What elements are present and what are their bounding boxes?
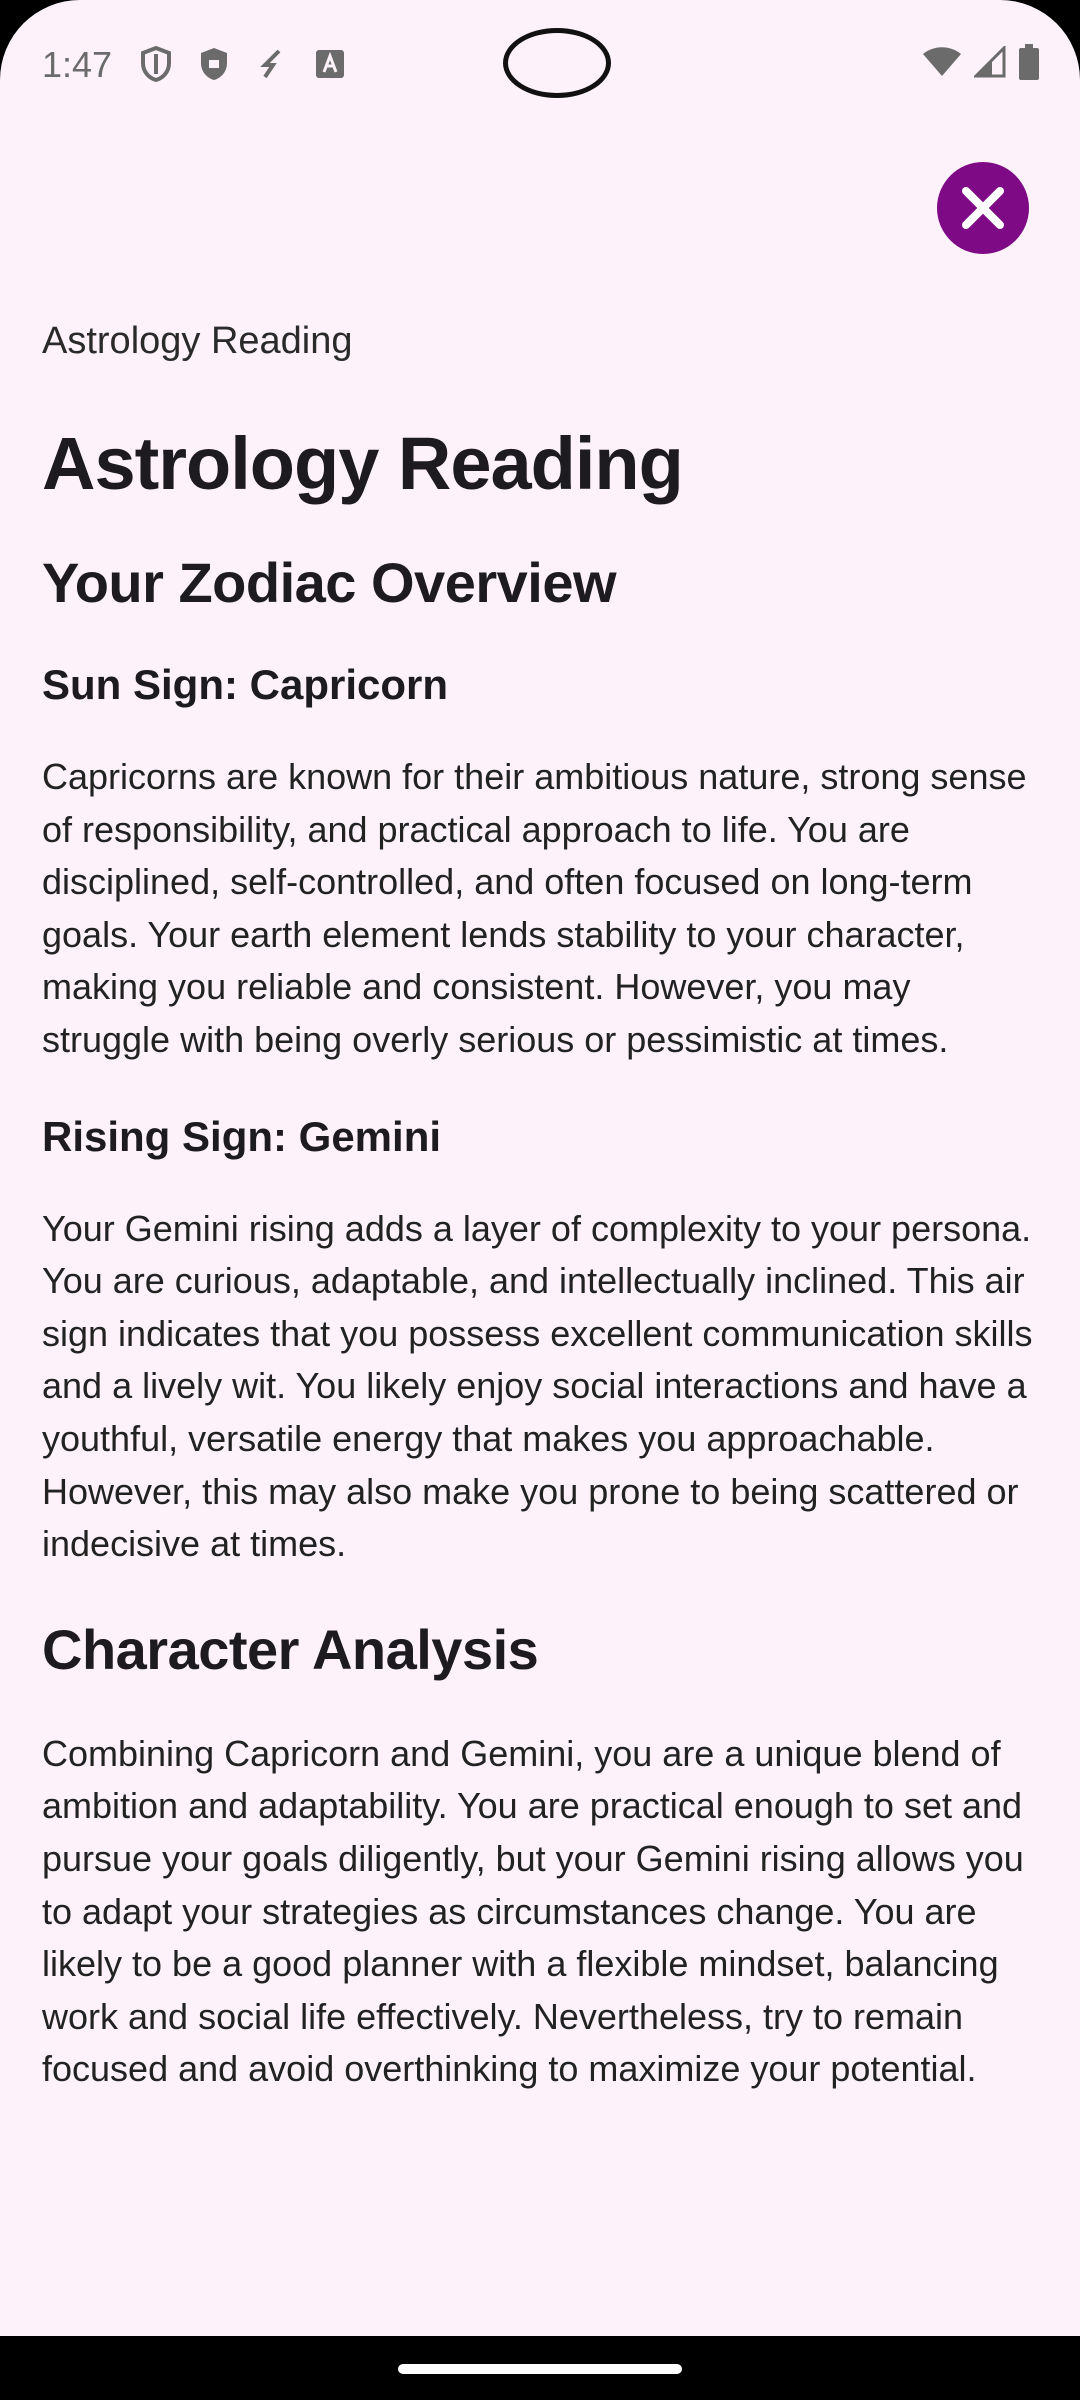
section-title-character-analysis: Character Analysis <box>42 1617 539 1681</box>
status-time: 1:47 <box>42 44 113 85</box>
subsection-title-rising-sign: Rising Sign: Gemini <box>42 1112 442 1160</box>
close-button[interactable] <box>937 162 1029 254</box>
rising-sign-description: Your Gemini rising adds a layer of complexity to your persona. You are curious, adaptable, and intellectually inclined. This air sign indicates that you possess excellent communication skills and a lively wit. You likely enjoy social interactions and have a youthful, versatile energy that makes you approachable. However, this may also make you prone to being scattered or indecisive at times. <box>42 1207 1033 1565</box>
camera-cutout <box>503 28 611 98</box>
shield-filled-icon <box>196 46 232 82</box>
sync-icon <box>254 46 290 82</box>
wifi-icon <box>922 46 962 83</box>
close-icon <box>960 185 1006 231</box>
sun-sign-description: Capricorns are known for their ambitious nature, strong sense of responsibility, and practical approach to life. You are disciplined, self-controlled, and often focused on long-term goals. Your earth element lends stability to your character, making you reliable and consistent. However, you may struggle with being overly serious or pessimistic at times. <box>42 756 1027 1060</box>
section-title-zodiac-overview: Your Zodiac Overview <box>42 551 617 614</box>
status-bar <box>0 0 1080 130</box>
character-analysis-description: Combining Capricorn and Gemini, you are a unique blend of ambition and adaptability. You are practical enough to set and pursue your goals diligently, but your Gemini rising allows you to adapt your strategies as circumstances change. You are likely to be a good planner with a flexible mindset, balancing work and social life effectively. Nevertheless, try to remain focused and avoid overthinking to maximize your potential. <box>42 1732 1024 2090</box>
subsection-title-sun-sign: Sun Sign: Capricorn <box>42 661 449 708</box>
status-icons-left <box>138 46 348 82</box>
breadcrumb: Astrology Reading <box>42 320 353 362</box>
page-title: Astrology Reading <box>42 422 683 505</box>
battery-icon <box>1018 44 1040 85</box>
font-a-icon <box>312 46 348 82</box>
vpn-shield-outline-icon <box>138 46 174 82</box>
cell-signal-icon <box>974 46 1006 83</box>
home-indicator[interactable] <box>398 2364 682 2374</box>
status-icons-right <box>922 44 1040 85</box>
reading-content <box>42 320 1042 2142</box>
